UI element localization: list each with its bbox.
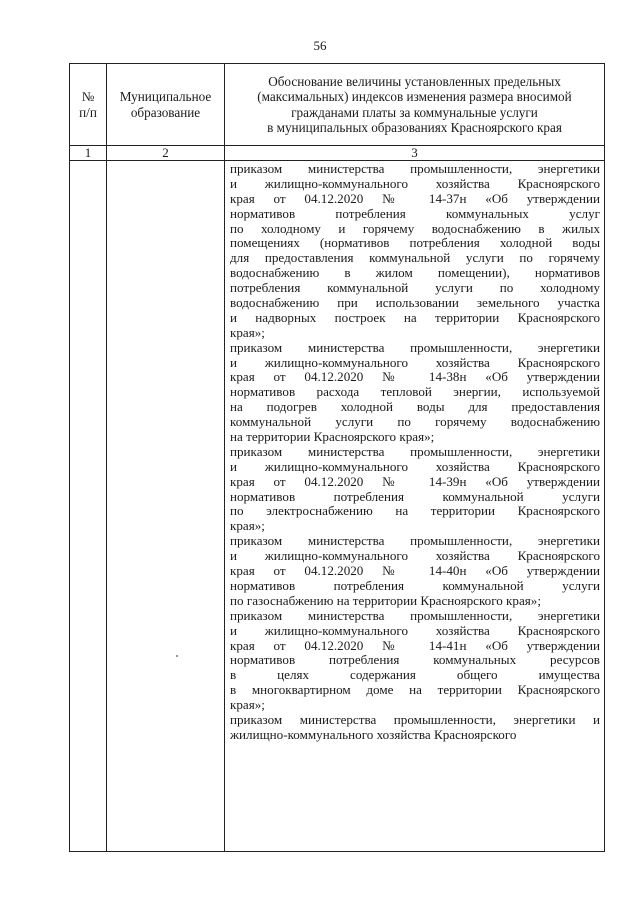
- paragraph-line: приказом министерства промышленности, энергетики: [230, 162, 600, 176]
- header-justification: [225, 64, 605, 146]
- order-paragraph: [230, 162, 600, 341]
- justification-text: [225, 161, 604, 743]
- table-row: [70, 161, 605, 852]
- paragraph-line: в многоквартирном доме на территории Красноярского: [230, 683, 600, 698]
- header-justification-line: Обоснование величины установленных предельных: [268, 73, 561, 89]
- column-number-row: [70, 146, 605, 161]
- header-justification-line: в муниципальных образованиях Красноярского края: [267, 120, 562, 135]
- paragraph-line: и жилищно-коммунального хозяйства Красноярского: [230, 623, 600, 638]
- paragraph-line: приказом министерства промышленности, энергетики: [230, 608, 600, 623]
- order-paragraph: [230, 713, 600, 743]
- paragraph-line: края»;: [230, 698, 265, 713]
- paragraph-line: помещениях (нормативов потребления холодной воды: [230, 236, 600, 251]
- paragraph-line: и жилищно-коммунального хозяйства Красноярского: [230, 549, 600, 564]
- paragraph-line: по холодному и горячему водоснабжению в жилых: [230, 221, 600, 236]
- header-municipality: [107, 64, 225, 146]
- paragraph-line: и надворных построек на территории Красноярского: [230, 310, 600, 325]
- order-paragraph: [230, 445, 600, 534]
- paragraph-line: и жилищно-коммунального хозяйства Красноярского: [230, 459, 600, 474]
- paragraph-line: края»;: [230, 519, 265, 534]
- paragraph-line: потребления коммунальной услуги по холодному: [230, 281, 600, 296]
- justification-cell: [225, 161, 605, 852]
- header-justification-line: (максимальных) индексов изменения размера вносимой: [257, 89, 572, 104]
- paragraph-line: нормативов потребления коммунальных услуг: [230, 206, 600, 221]
- paragraph-line: водоснабжению при использовании земельного участка: [230, 296, 600, 311]
- column-number: 3: [225, 146, 605, 161]
- paragraph-line: и жилищно-коммунального хозяйства Красноярского: [230, 355, 600, 370]
- header-row: [70, 64, 605, 146]
- column-number: 2: [107, 146, 225, 161]
- header-municipality-line: Муниципальное: [119, 89, 212, 104]
- paragraph-line: нормативов расхода тепловой энергии, используемой: [230, 385, 600, 400]
- order-paragraph: [230, 341, 600, 445]
- paragraph-line: водоснабжению в жилом помещении), нормативов: [230, 266, 600, 281]
- paragraph-line: в целях содержания общего имущества: [230, 668, 600, 683]
- order-paragraph: [230, 609, 600, 713]
- paragraph-line: приказом министерства промышленности, энергетики: [230, 444, 600, 459]
- paragraph-line: на территории Красноярского края»;: [230, 430, 435, 445]
- header-number-line: №: [81, 89, 95, 104]
- paragraph-line: края»;: [230, 325, 265, 340]
- paragraph-line: края от 04.12.2020 № 14-39н «Об утверждении: [230, 474, 600, 489]
- municipality-cell: [107, 161, 225, 852]
- paragraph-line: по электроснабжению на территории Красноярского: [230, 504, 600, 519]
- header-number-line: п/п: [79, 104, 97, 120]
- header-number: [70, 64, 107, 146]
- paragraph-line: приказом министерства промышленности, энергетики: [230, 534, 600, 549]
- paragraph-line: по газоснабжению на территории Красноярского края»;: [230, 593, 541, 608]
- paragraph-line: и жилищно-коммунального хозяйства Красноярского: [230, 176, 600, 191]
- header-justification-line: гражданами платы за коммунальные услуги: [291, 104, 538, 120]
- paragraph-line: края от 04.12.2020 № 14-40н «Об утверждении: [230, 564, 600, 579]
- paragraph-line: на подогрев холодной воды для предоставления: [230, 400, 600, 415]
- paragraph-line: края от 04.12.2020 № 14-41н «Об утверждении: [230, 638, 600, 653]
- paragraph-line: нормативов потребления коммунальной услуги: [230, 489, 600, 504]
- header-municipality-line: образование: [130, 104, 201, 120]
- paragraph-line: жилищно-коммунального хозяйства Красноярского: [230, 727, 517, 742]
- row-number-cell: [70, 161, 107, 852]
- paragraph-line: для предоставления коммунальной услуги по горячему: [230, 251, 600, 266]
- paragraph-line: нормативов потребления коммунальной услуги: [230, 578, 600, 593]
- column-number: 1: [70, 146, 107, 161]
- order-paragraph: [230, 534, 600, 608]
- paragraph-line: нормативов потребления коммунальных ресурсов: [230, 653, 600, 668]
- paragraph-line: края от 04.12.2020 № 14-38н «Об утверждении: [230, 370, 600, 385]
- paragraph-line: коммунальной услуги по горячему водоснабжению: [230, 415, 600, 430]
- paragraph-line: приказом министерства промышленности, энергетики и: [230, 712, 600, 727]
- page-number: 56: [313, 38, 327, 53]
- indices-table: [69, 63, 605, 852]
- paragraph-line: приказом министерства промышленности, энергетики: [230, 340, 600, 355]
- scan-speck: [176, 655, 178, 657]
- paragraph-line: края от 04.12.2020 № 14-37н «Об утверждении: [230, 191, 600, 206]
